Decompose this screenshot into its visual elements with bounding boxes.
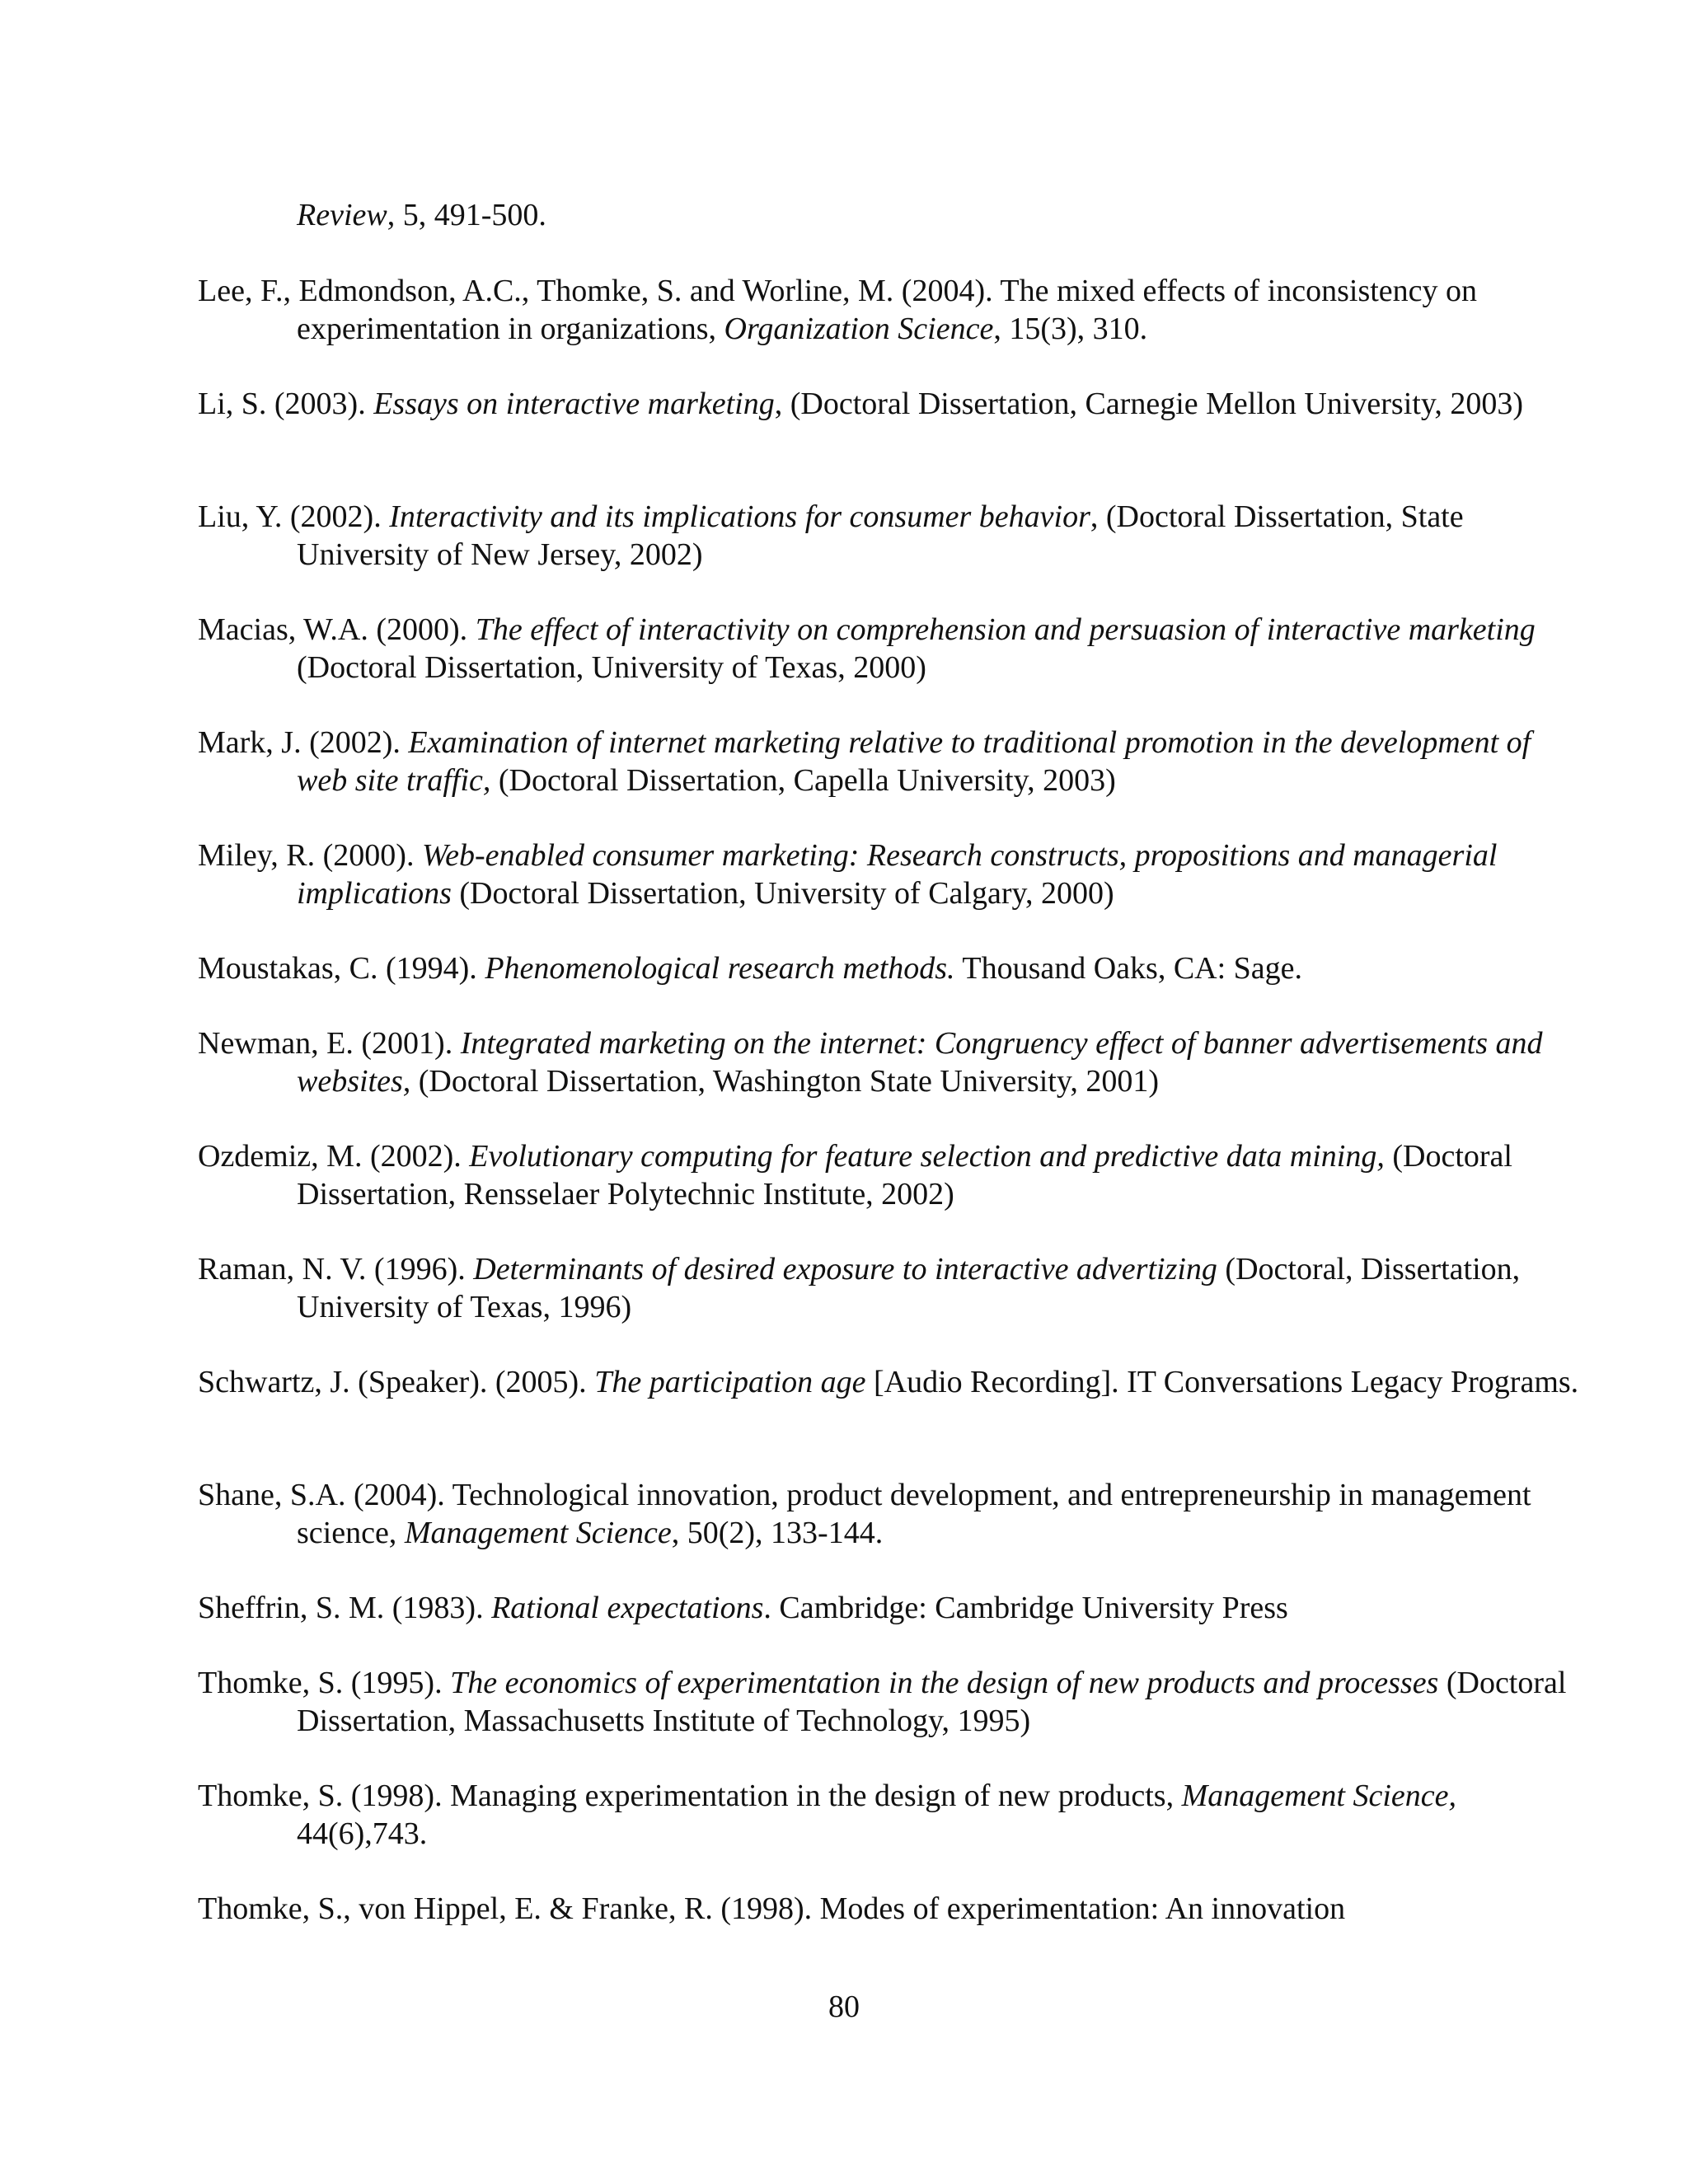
ref-text: . Cambridge: Cambridge University Press [763,1591,1288,1625]
reference-entry-thomke-1998 [198,1777,1582,1853]
ref-text: Thomke, S. (1998). Managing experimentation in the design of new products, [198,1779,1182,1813]
ref-text: , 5, 491-500. [387,198,546,232]
reference-entry-miley [198,837,1582,912]
ref-text: Examination of internet marketing relative to traditional promotion in the development of web site traffic, [297,725,1531,798]
reference-entry-mark [198,724,1582,799]
reference-entry-ozdemiz [198,1137,1582,1213]
ref-text: Web-enabled consumer marketing: Research constructs, propositions and managerial implications [297,838,1498,911]
ref-text: Rational expectations [491,1591,764,1625]
ref-text: Phenomenological research methods. [485,951,955,986]
ref-text: , 15(3), 310. [993,312,1148,346]
ref-text: , (Doctoral Dissertation, Carnegie Mellon University, 2003) [774,387,1524,421]
ref-text: Newman, E. (2001). [198,1026,461,1061]
ref-text: 44(6),743. [297,1816,428,1851]
reference-entry-newman [198,1024,1582,1100]
ref-text: The effect of interactivity on comprehension and persuasion of interactive marketing [475,612,1536,647]
ref-text: Sheffrin, S. M. (1983). [198,1591,492,1625]
ref-text: Integrated marketing on the internet: Congruency effect of banner advertisements and websites, [297,1026,1543,1099]
ref-text: (Doctoral Dissertation, University of Calgary, 2000) [451,876,1114,911]
ref-text: (Doctoral Dissertation, University of Texas, 2000) [297,650,926,685]
reference-entry-thomke-von-hippel [198,1890,1582,1928]
page-number: 80 [828,1990,860,2024]
ref-text: (Doctoral Dissertation, Massachusetts Institute of Technology, 1995) [297,1666,1567,1738]
ref-text: Shane, S.A. (2004). Technological innovation, product development, and entrepreneurship in management science, [198,1478,1531,1550]
ref-text: Mark, J. (2002). [198,725,409,760]
ref-text: Interactivity and its implications for consumer behavior [389,499,1090,534]
ref-text: , (Doctoral Dissertation, State University of New Jersey, 2002) [297,499,1464,572]
ref-text: Liu, Y. (2002). [198,499,390,534]
reference-entry-sheffrin [198,1589,1582,1627]
reference-entry-raman [198,1250,1582,1326]
ref-text: (Doctoral Dissertation, Washington State University, 2001) [410,1064,1160,1099]
reference-entry-thomke-1995 [198,1664,1582,1740]
reference-entry-lee [198,272,1582,348]
reference-entry-schwartz [198,1363,1582,1401]
ref-text: The participation age [594,1365,866,1399]
ref-text: Thousand Oaks, CA: Sage. [954,951,1303,986]
ref-text: Thomke, S. (1995). [198,1666,451,1700]
ref-text: Review [297,198,387,232]
ref-text: Determinants of desired exposure to interactive advertizing [473,1252,1217,1286]
ref-text: Evolutionary computing for feature selection and predictive data mining, [469,1139,1385,1174]
ref-text: The economics of experimentation in the design of new products and processes [450,1666,1439,1700]
ref-text: (Doctoral Dissertation, Capella University, 2003) [490,763,1116,798]
ref-text: Macias, W.A. (2000). [198,612,476,647]
ref-text: (Doctoral, Dissertation, University of Texas, 1996) [297,1252,1521,1324]
ref-text: Management Science, [1181,1779,1457,1813]
ref-text: Moustakas, C. (1994). [198,951,485,986]
reference-entry-macias [198,611,1582,687]
ref-text: Schwartz, J. (Speaker). (2005). [198,1365,595,1399]
ref-text: Raman, N. V. (1996). [198,1252,474,1286]
ref-text: Li, S. (2003). [198,387,374,421]
ref-text: Miley, R. (2000). [198,838,422,873]
ref-text: , 50(2), 133-144. [671,1516,884,1550]
ref-text: (Doctoral Dissertation, Rensselaer Polytechnic Institute, 2002) [297,1139,1512,1212]
ref-text: Organization Science [724,312,994,346]
reference-entry-continuation [198,196,1582,234]
reference-entry-liu [198,498,1582,574]
ref-text: Thomke, S., von Hippel, E. & Franke, R. (1998). Modes of experimentation: An innovation [198,1891,1346,1926]
ref-text: [Audio Recording]. IT Conversations Legacy Programs. [865,1365,1579,1399]
ref-text: Ozdemiz, M. (2002). [198,1139,470,1174]
reference-entry-shane [198,1476,1582,1552]
reference-entry-li [198,385,1582,423]
reference-entry-moustakas [198,949,1582,987]
ref-text: Lee, F., Edmondson, A.C., Thomke, S. and Worline, M. (2004). The mixed effects of inconsistency on experimentation in organizations, [198,274,1478,346]
ref-text: Management Science [404,1516,672,1550]
ref-text: Essays on interactive marketing [373,387,775,421]
